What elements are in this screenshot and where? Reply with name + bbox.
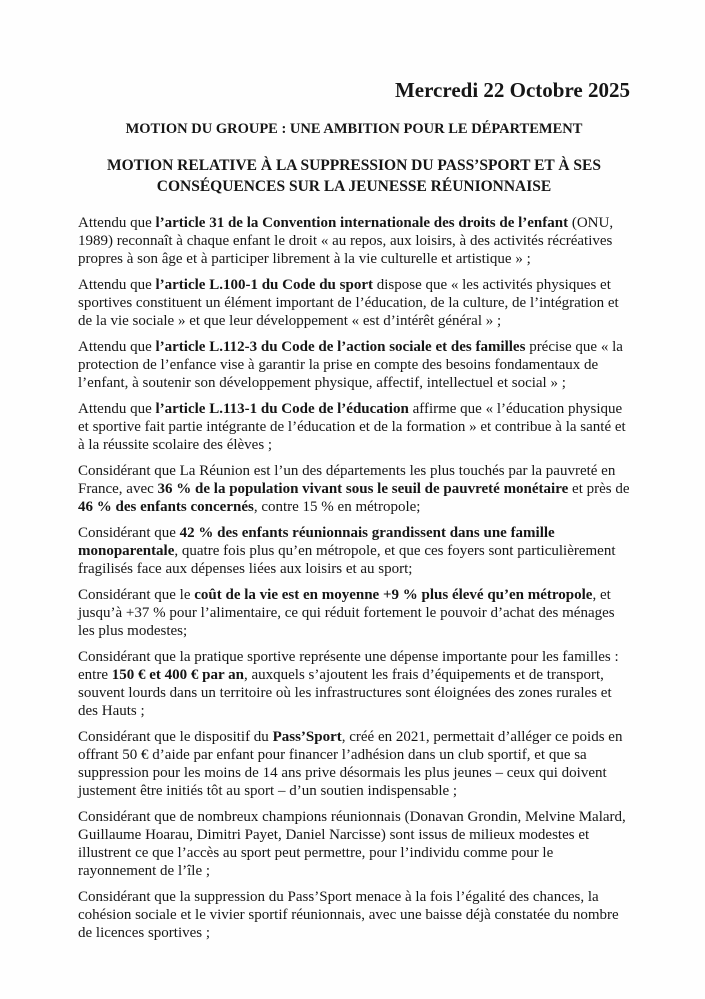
paragraph-text: précise que « la protection de l’enfance vise à garantir la prise en compte des besoins fondamentaux de l’enfant, à soutenir son développement physique, affectif, intellectuel et social » ; — [78, 339, 623, 391]
paragraph-text-bold: l’article 31 de la Convention internationale des droits de l’enfant — [155, 215, 569, 231]
paragraph-text: Considérant que la pratique sportive représente une dépense importante pour les familles : entre — [78, 649, 619, 683]
paragraph-considerant-1 — [78, 462, 630, 516]
paragraph-considerant-5 — [78, 728, 630, 800]
paragraph-text: , auxquels s’ajoutent les frais d’équipements et de transport, souvent lourds dans un territoire où les infrastructures sont éloignées des zones rurales et des Hauts ; — [78, 667, 612, 719]
paragraph-text: Considérant que — [78, 525, 180, 541]
paragraph-text: , contre 15 % en métropole; — [253, 499, 421, 515]
paragraph-considerant-6 — [78, 808, 630, 880]
paragraph-text-bold: Pass’Sport — [272, 729, 342, 745]
paragraph-text: Considérant que le — [78, 587, 195, 603]
paragraph-attendu-3 — [78, 338, 630, 392]
paragraph-text-bold: 36 % de la population vivant sous le seuil de pauvreté monétaire — [157, 481, 569, 497]
paragraph-text: Considérant que le dispositif du — [78, 729, 273, 745]
paragraph-text: dispose que « les activités physiques et sportives constituent un élément important de l’éducation, de la culture, de l’intégration et de la vie sociale » et que leur développement « est d’intérêt général » ; — [78, 277, 619, 329]
paragraph-considerant-4 — [78, 648, 630, 720]
paragraph-considerant-7 — [78, 888, 630, 942]
paragraph-text: , quatre fois plus qu’en métropole, et que ces foyers sont particulièrement fragilisés face aux dépenses liées aux loisirs et au sport; — [78, 543, 616, 577]
paragraph-text-bold: l’article L.113-1 du Code de l’éducation — [155, 401, 409, 417]
document-body — [78, 214, 630, 942]
paragraph-text-bold: 42 % des enfants réunionnais grandissent dans une famille monoparentale — [78, 525, 555, 559]
paragraph-attendu-2 — [78, 276, 630, 330]
paragraph-text: et près de — [568, 481, 630, 497]
paragraph-text: (ONU, 1989) reconnaît à chaque enfant le droit « au repos, aux loisirs, à des activités récréatives propres à son âge et à participer librement à la vie culturelle et artistique » ; — [78, 215, 614, 267]
paragraph-text: Considérant que La Réunion est l’un des départements les plus touchés par la pauvreté en France, avec — [78, 463, 616, 497]
motion-subject-title: MOTION RELATIVE À LA SUPPRESSION DU PASS’SPORT ET À SES CONSÉQUENCES SUR LA JEUNESSE RÉUNIONNAISE — [107, 157, 601, 195]
paragraph-text: Considérant que de nombreux champions réunionnais (Donavan Grondin, Melvine Malard, Guillaume Hoarau, Dimitri Payet, Daniel Narcisse) sont issus de milieux modestes et illustrent ce que l’accès au sport peut permettre, pour l’individu comme pour le rayonnement de l’île ; — [78, 809, 626, 879]
document-date: Mercredi 22 Octobre 2025 — [394, 78, 630, 102]
paragraph-text-bold: 46 % des enfants concernés — [78, 499, 254, 515]
paragraph-attendu-4 — [78, 400, 630, 454]
paragraph-text: Attendu que — [78, 277, 156, 293]
paragraph-considerant-3 — [78, 586, 630, 640]
paragraph-text: Attendu que — [78, 215, 156, 231]
paragraph-text-bold: l’article L.100-1 du Code du sport — [155, 277, 373, 293]
paragraph-attendu-1 — [78, 214, 630, 268]
motion-group-title: MOTION DU GROUPE : UNE AMBITION POUR LE DÉPARTEMENT — [125, 121, 583, 137]
paragraph-text: , et jusqu’à +37 % pour l’alimentaire, ce qui réduit fortement le pouvoir d’achat des ménages les plus modestes; — [78, 587, 615, 639]
paragraph-text: affirme que « l’éducation physique et sportive fait partie intégrante de l’éducation et de la formation » et contribue à la santé et à la réussite scolaire des élèves ; — [78, 401, 626, 453]
paragraph-text: Attendu que — [78, 401, 156, 417]
paragraph-text: Considérant que la suppression du Pass’Sport menace à la fois l’égalité des chances, la cohésion sociale et le vivier sportif réunionnais, avec une baisse déjà constatée du nombre de licences sportives ; — [78, 889, 619, 941]
paragraph-text-bold: 150 € et 400 € par an — [111, 667, 244, 683]
paragraph-text-bold: coût de la vie est en moyenne +9 % plus élevé qu’en métropole — [194, 587, 593, 603]
paragraph-considerant-2 — [78, 524, 630, 578]
paragraph-text: , créé en 2021, permettait d’alléger ce poids en offrant 50 € d’aide par enfant pour financer l’adhésion dans un club sportif, et que sa suppression pour les moins de 14 ans prive désormais les plus jeunes – ceux qui doivent justement être initiés tôt au sport – d’un soutien indispensable ; — [78, 729, 623, 799]
paragraph-text: Attendu que — [78, 339, 156, 355]
paragraph-text-bold: l’article L.112-3 du Code de l’action sociale et des familles — [155, 339, 526, 355]
